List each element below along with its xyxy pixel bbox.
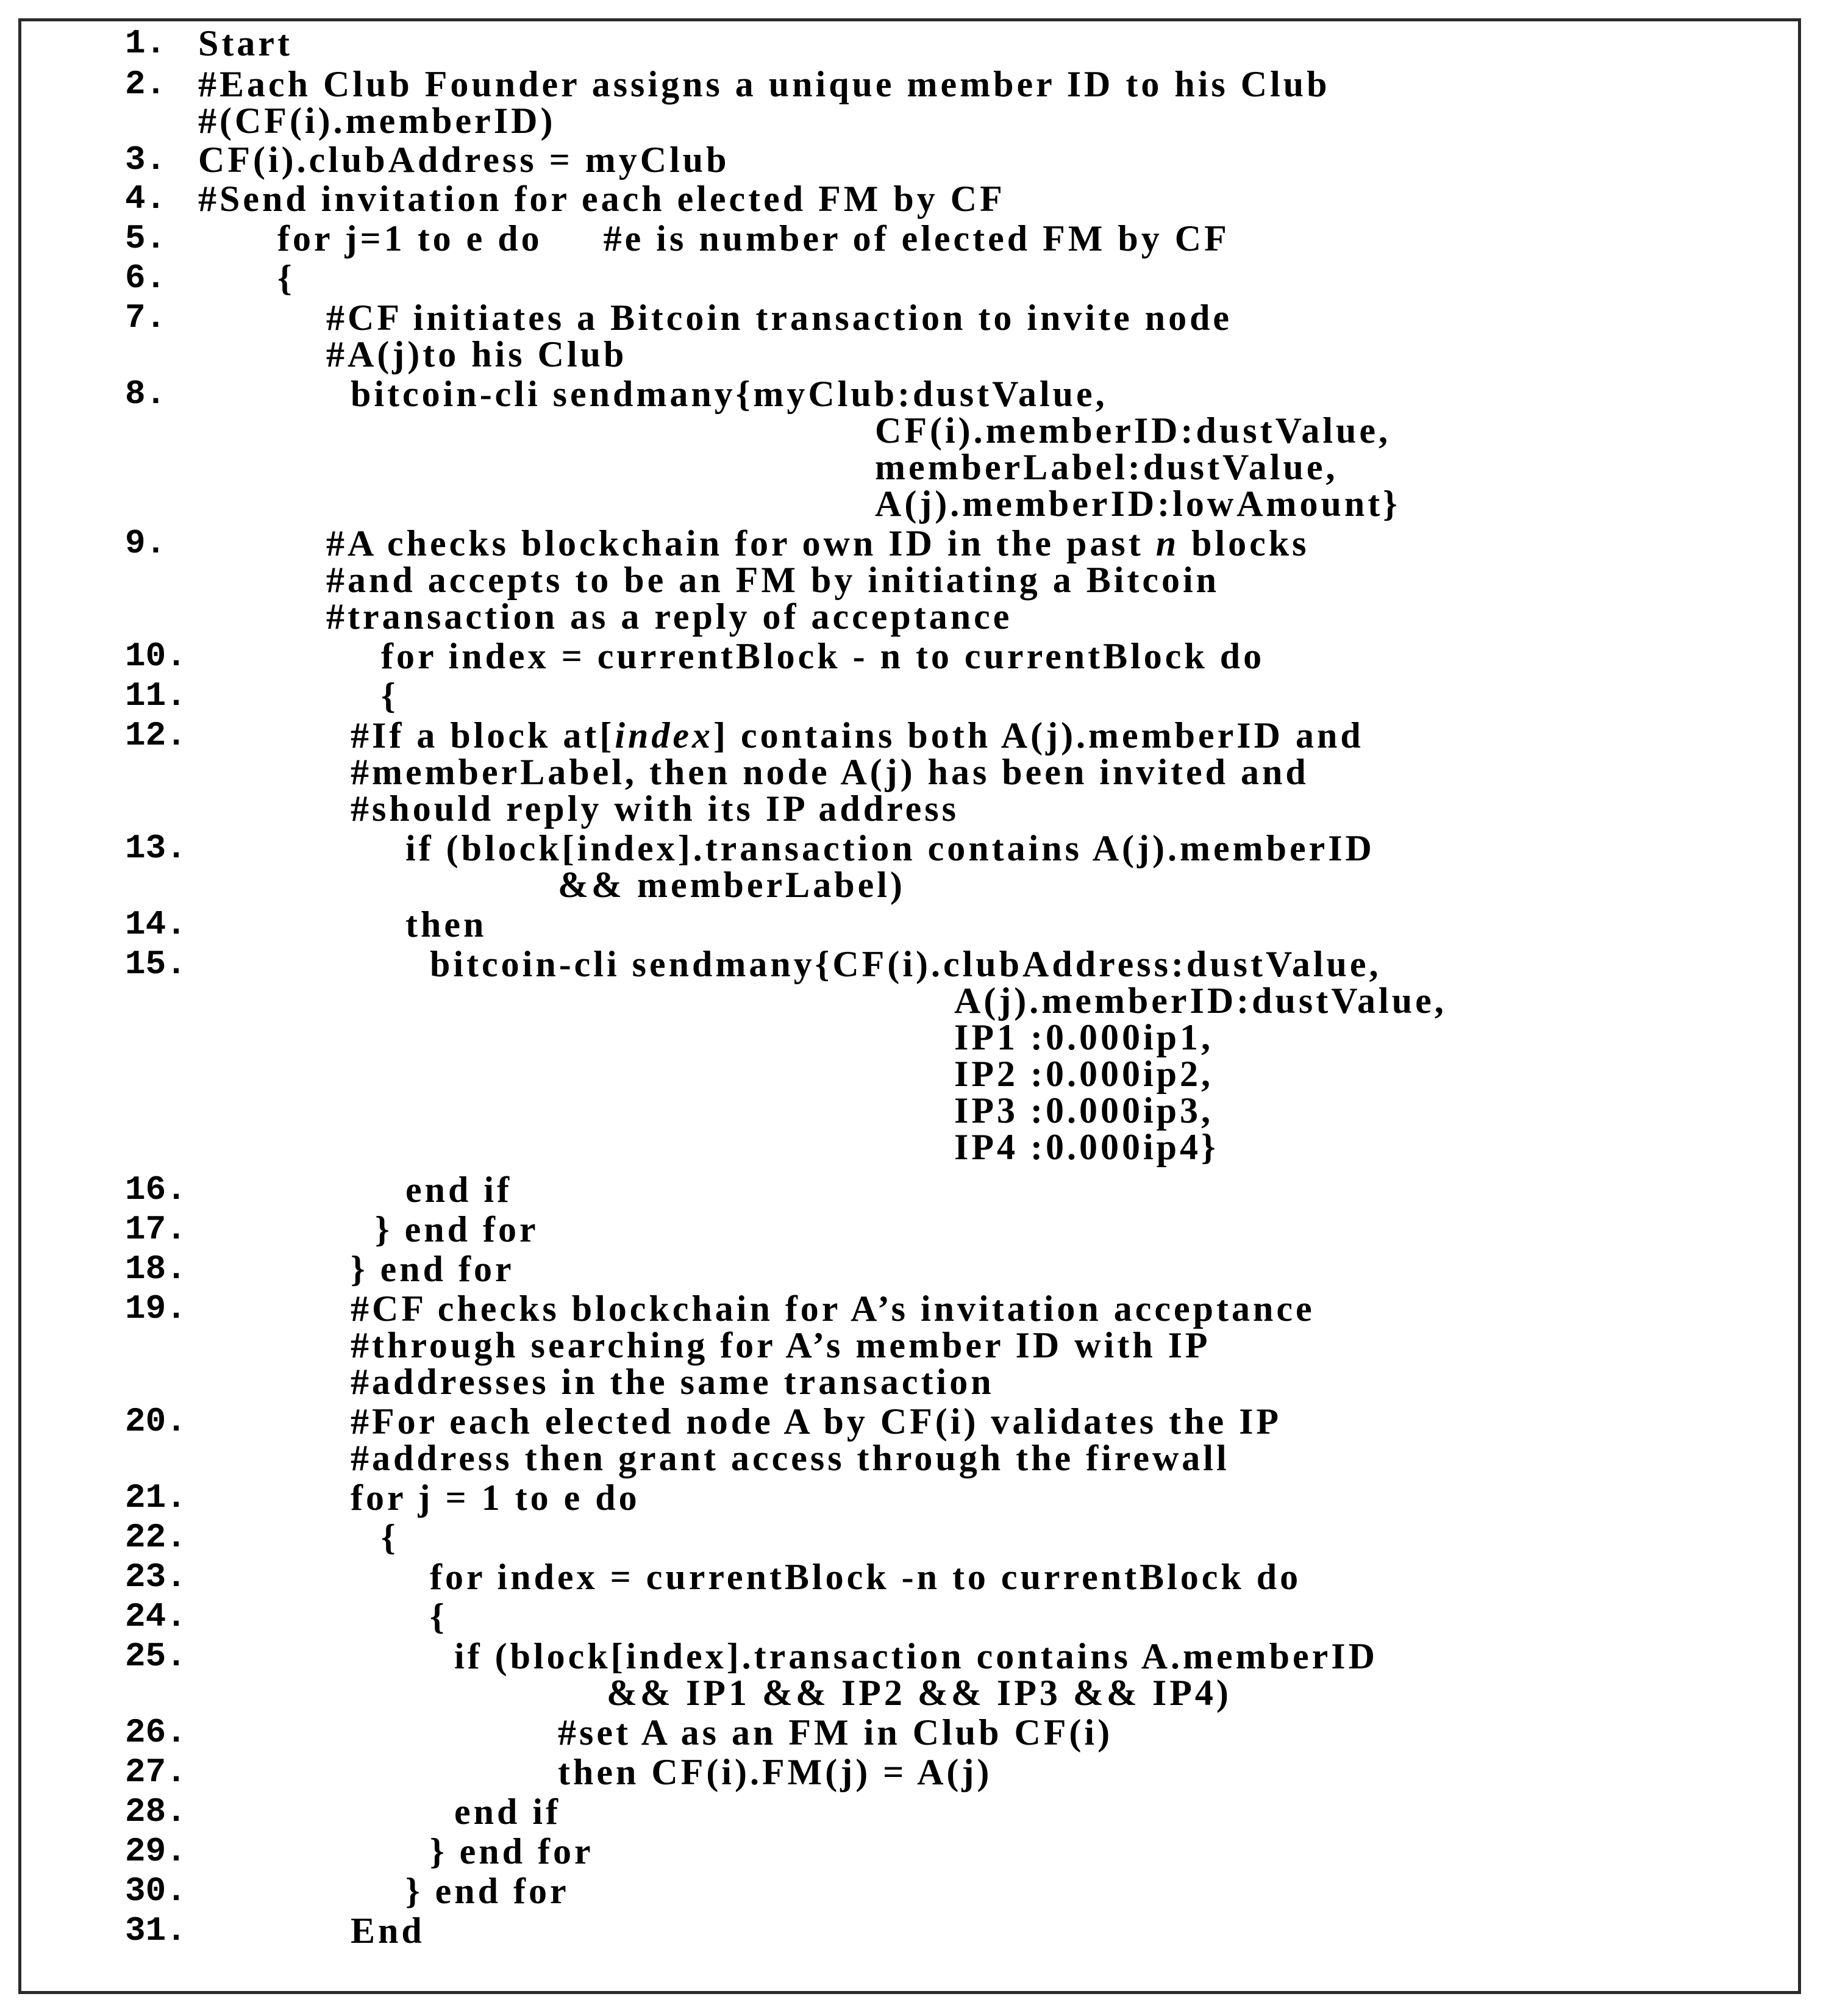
code-text (351, 717, 1364, 754)
code-line (21, 259, 1789, 297)
code-line (21, 866, 1789, 904)
code-line (21, 1518, 1789, 1556)
code-text: bitcoin-cli sendmany{myClub:dustValue, (351, 374, 1108, 414)
line-number: 7. (125, 298, 166, 337)
line-number: 25. (125, 1637, 187, 1676)
code-text-part: #A checks blockchain for own ID in the past (326, 523, 1156, 563)
code-line (21, 375, 1789, 413)
code-text: #addresses in the same transaction (351, 1362, 994, 1402)
code-text: if (block[index].transaction contains A.memberID (454, 1636, 1378, 1676)
code-text: A(j).memberID:lowAmount} (875, 484, 1400, 524)
code-line (21, 335, 1789, 373)
code-text: #(CF(i).memberID) (198, 101, 556, 141)
line-number: 12. (125, 716, 187, 755)
code-text: #transaction as a reply of acceptance (326, 596, 1013, 637)
code-text: IP3 :0.000ip3, (954, 1090, 1214, 1131)
code-line (21, 1598, 1789, 1635)
code-line (21, 1753, 1789, 1791)
code-text: for j=1 to e do #e is number of elected FM by CF (277, 218, 1230, 259)
code-line (21, 1403, 1789, 1440)
code-line (21, 102, 1789, 140)
code-text: #A(j)to his Club (326, 334, 627, 374)
code-line (21, 561, 1789, 599)
code-text: { (430, 1596, 448, 1637)
code-text: #should reply with its IP address (351, 788, 959, 829)
code-line (21, 1128, 1789, 1166)
line-number: 30. (125, 1871, 187, 1911)
code-text: #Send invitation for each elected FM by CF (198, 179, 1005, 219)
code-text: CF(i).clubAddress = myClub (198, 140, 730, 180)
line-number: 5. (125, 219, 166, 258)
code-line (21, 1210, 1789, 1248)
line-number: 9. (125, 524, 166, 563)
code-line (21, 637, 1789, 675)
code-text: && IP1 && IP2 && IP3 && IP4) (607, 1673, 1232, 1713)
code-line (21, 299, 1789, 337)
code-text: IP4 :0.000ip4} (954, 1127, 1219, 1167)
code-line (21, 677, 1789, 715)
code-line (21, 1055, 1789, 1093)
line-number: 8. (125, 374, 166, 413)
code-text: for index = currentBlock -n to currentBlock do (430, 1557, 1302, 1597)
code-line (21, 982, 1789, 1020)
line-number: 24. (125, 1597, 187, 1636)
code-line (21, 1832, 1789, 1870)
code-line (21, 141, 1789, 179)
line-number: 27. (125, 1753, 187, 1792)
code-text: end if (405, 1170, 513, 1210)
line-number: 17. (125, 1210, 187, 1249)
code-text-part: ] contains both A(j).memberID and (713, 715, 1364, 756)
code-text: #through searching for A’s member ID with IP (351, 1325, 1211, 1365)
line-number: 19. (125, 1289, 187, 1328)
code-line (21, 1250, 1789, 1288)
line-number: 1. (125, 24, 166, 63)
code-text: for j = 1 to e do (351, 1478, 640, 1518)
code-text: #and accepts to be an FM by initiating a Bitcoin (326, 560, 1220, 600)
line-number: 15. (125, 945, 187, 984)
code-line (21, 1363, 1789, 1401)
code-text: #address then grant access through the firewall (351, 1438, 1230, 1478)
code-text: #memberLabel, then node A(j) has been invited and (351, 752, 1309, 792)
line-number: 21. (125, 1478, 187, 1517)
code-line (21, 180, 1789, 218)
code-line (21, 753, 1789, 791)
code-line (21, 790, 1789, 827)
code-text: IP2 :0.000ip2, (954, 1054, 1214, 1094)
code-text: #CF initiates a Bitcoin transaction to invite node (326, 298, 1233, 338)
code-text: for index = currentBlock - n to currentBlock do (381, 636, 1265, 676)
code-line (21, 524, 1789, 562)
code-line (21, 1637, 1789, 1675)
code-text: } end for (375, 1209, 539, 1249)
line-number: 26. (125, 1713, 187, 1752)
code-text: End (351, 1911, 425, 1951)
code-line (21, 1714, 1789, 1751)
line-number: 23. (125, 1557, 187, 1596)
code-line (21, 717, 1789, 754)
code-line (21, 1171, 1789, 1209)
code-text: if (block[index].transaction contains A(j).memberID (405, 828, 1375, 868)
code-line (21, 1326, 1789, 1364)
code-line (21, 1912, 1789, 1950)
code-text: } end for (430, 1831, 594, 1871)
code-line (21, 1558, 1789, 1596)
code-text: IP1 :0.000ip1, (954, 1017, 1214, 1057)
line-number: 13. (125, 829, 187, 868)
code-text: && memberLabel) (558, 865, 905, 905)
code-text-italic: index (615, 715, 714, 756)
line-number: 22. (125, 1518, 187, 1557)
line-number: 14. (125, 905, 187, 944)
line-number: 16. (125, 1170, 187, 1209)
code-text: Start (198, 23, 293, 63)
code-line (21, 906, 1789, 943)
code-line (21, 220, 1789, 257)
code-text: then CF(i).FM(j) = A(j) (558, 1752, 993, 1792)
code-text: memberLabel:dustValue, (875, 447, 1338, 487)
code-line (21, 448, 1789, 486)
line-number: 29. (125, 1832, 187, 1871)
code-text-italic: n (1155, 523, 1180, 563)
code-line (21, 1018, 1789, 1056)
code-text-part: #If a block at[ (351, 715, 615, 756)
line-number: 3. (125, 140, 166, 179)
code-text: } end for (351, 1249, 515, 1289)
code-text: #For each elected node A by CF(i) validates the IP (351, 1401, 1282, 1442)
code-text (326, 524, 1309, 562)
code-text: bitcoin-cli sendmany{CF(i).clubAddress:dustValue, (430, 944, 1382, 984)
code-line (21, 65, 1789, 103)
code-line (21, 1793, 1789, 1831)
code-line (21, 1092, 1789, 1129)
line-number: 2. (125, 65, 166, 104)
code-text: } end for (405, 1871, 569, 1911)
code-text: A(j).memberID:dustValue, (954, 981, 1447, 1021)
code-line (21, 485, 1789, 523)
code-text: #Each Club Founder assigns a unique member ID to his Club (198, 64, 1330, 104)
line-number: 4. (125, 179, 166, 218)
code-text: { (277, 258, 295, 298)
line-number: 20. (125, 1402, 187, 1441)
line-number: 18. (125, 1249, 187, 1289)
code-text-part: blocks (1179, 523, 1310, 563)
code-line (21, 1290, 1789, 1328)
code-line (21, 412, 1789, 449)
code-line (21, 945, 1789, 983)
code-line (21, 1872, 1789, 1910)
code-line (21, 598, 1789, 635)
code-line (21, 829, 1789, 867)
line-number: 11. (125, 676, 187, 715)
code-line (21, 1479, 1789, 1517)
code-line (21, 24, 1789, 62)
line-number: 6. (125, 259, 166, 298)
line-number: 10. (125, 637, 187, 676)
code-text: CF(i).memberID:dustValue, (875, 410, 1391, 451)
code-text: then (405, 904, 487, 945)
code-text: end if (454, 1792, 562, 1832)
code-line (21, 1674, 1789, 1712)
code-text: #set A as an FM in Club CF(i) (558, 1712, 1113, 1753)
line-number: 31. (125, 1911, 187, 1950)
algorithm-box (18, 18, 1801, 1994)
code-text: { (381, 676, 399, 716)
code-text: #CF checks blockchain for A’s invitation acceptance (351, 1289, 1315, 1329)
code-line (21, 1439, 1789, 1477)
line-number: 28. (125, 1792, 187, 1831)
code-text: { (381, 1517, 399, 1557)
